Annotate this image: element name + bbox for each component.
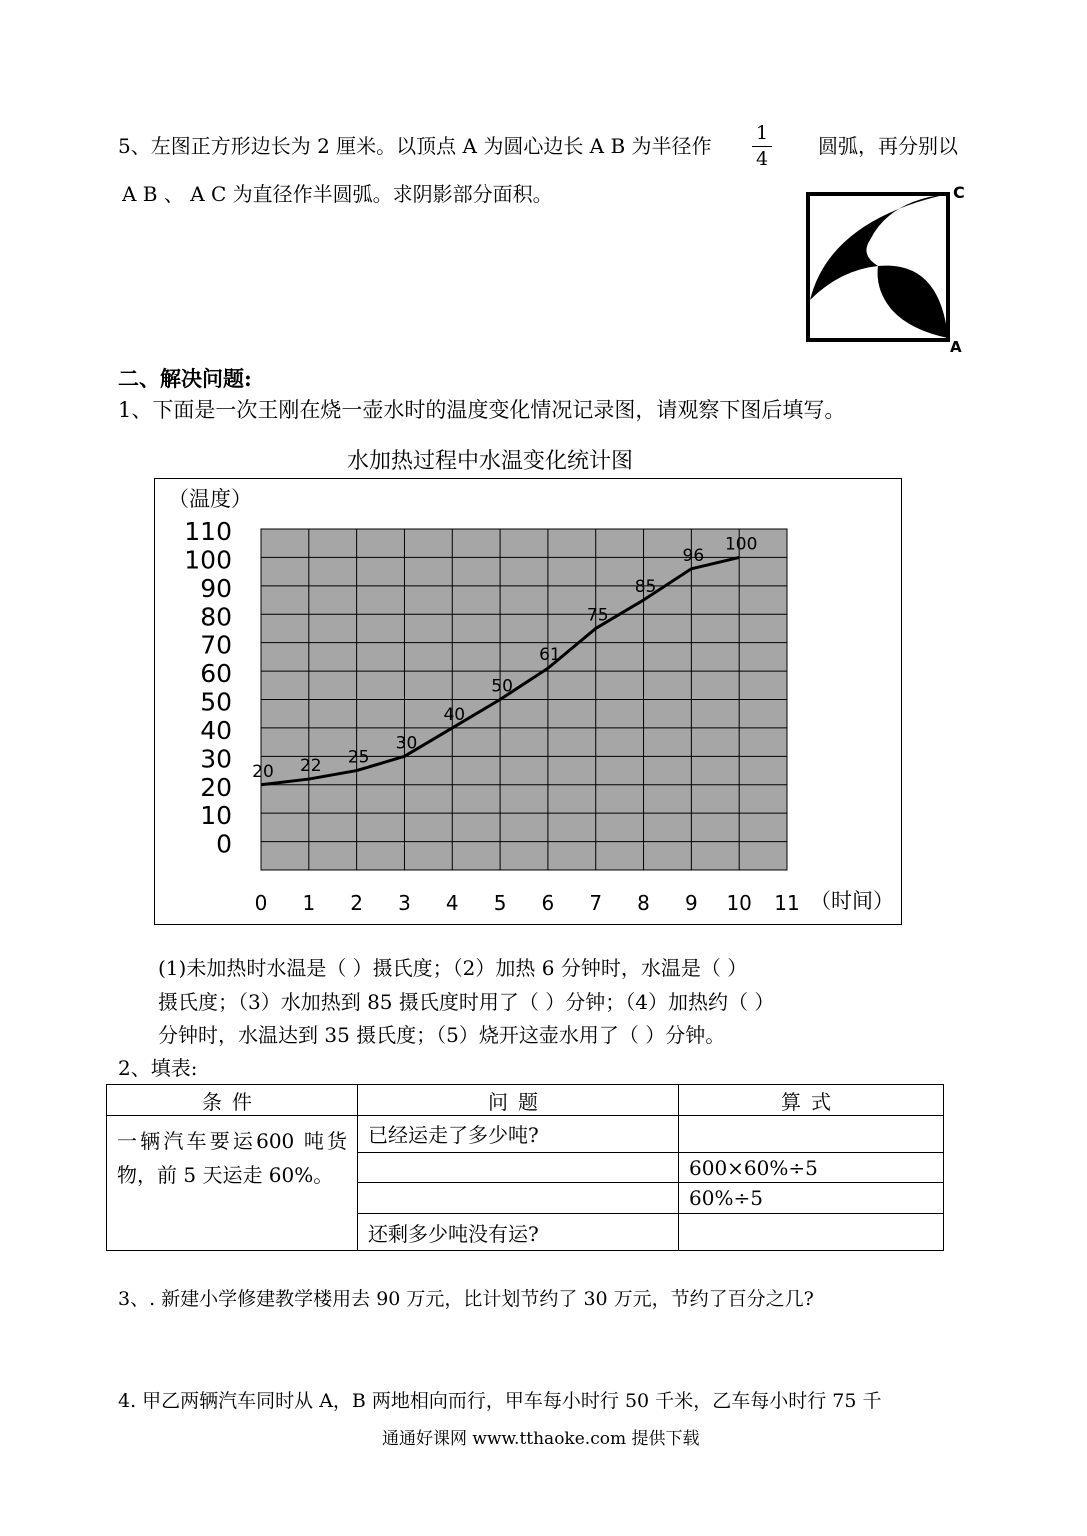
data-label: 30 xyxy=(395,733,418,754)
q5-line1-part1: 5、左图正方形边长为 2 厘米。以顶点 A 为圆心边长 A B 为半径作 xyxy=(118,134,712,158)
formula-cell: 600×60%÷5 xyxy=(679,1152,944,1183)
header-formula: 算式 xyxy=(679,1085,944,1116)
data-label: 96 xyxy=(682,545,705,566)
fraction-bar xyxy=(752,146,772,147)
data-label: 22 xyxy=(299,756,322,777)
x-tick-label: 6 xyxy=(541,891,555,915)
data-label: 100 xyxy=(724,534,758,555)
x-tick-label: 5 xyxy=(493,891,507,915)
footer-text: 通通好课网 www.tthaoke.com 提供下载 xyxy=(382,1429,700,1449)
q5-line2: A B 、 A C 为直径作半圆弧。求阴影部分面积。 xyxy=(122,182,553,206)
x-tick-label: 0 xyxy=(254,891,268,915)
data-label: 25 xyxy=(347,747,370,768)
question-cell xyxy=(358,1152,679,1183)
table-header-row xyxy=(107,1085,944,1116)
x-tick-label: 3 xyxy=(398,891,411,915)
fraction-numerator: 1 xyxy=(755,122,769,144)
q4-text: 4. 甲乙两辆汽车同时从 A，B 两地相向而行，甲车每小时行 50 千米，乙车每小时行 75 千 xyxy=(118,1390,882,1412)
data-label: 61 xyxy=(539,645,561,666)
fraction-one-quarter xyxy=(752,124,772,169)
data-label: 85 xyxy=(634,577,657,598)
condition-cell: 一辆汽车要运600 吨货物，前 5 天运走 60%。 xyxy=(107,1116,358,1251)
formula-cell xyxy=(679,1116,944,1153)
section-heading: 二、解决问题: xyxy=(118,366,252,391)
q2-label: 2、填表: xyxy=(118,1056,198,1080)
y-tick-label: 30 xyxy=(200,744,232,774)
q1-intro: 1、下面是一次王刚在烧一壶水时的温度变化情况记录图，请观察下图后填写。 xyxy=(118,398,846,422)
x-tick-label: 2 xyxy=(350,891,364,915)
y-tick-label: 0 xyxy=(216,829,232,859)
data-label: 50 xyxy=(491,676,513,697)
x-tick-label: 4 xyxy=(445,891,459,915)
y-tick-label: 10 xyxy=(200,801,232,831)
q3-text: 3、. 新建小学修建教学楼用去 90 万元，比计划节约了 30 万元，节约了百分之几? xyxy=(118,1288,814,1310)
x-tick-label: 11 xyxy=(774,891,800,915)
y-tick-label: 110 xyxy=(184,517,232,546)
question-cell: 还剩多少吨没有运? xyxy=(358,1214,679,1251)
label-a: A xyxy=(950,338,962,355)
table-row xyxy=(107,1116,944,1153)
x-tick-label: 8 xyxy=(637,891,650,915)
q1-question-line3: 分钟时，水温达到 35 摄氏度；（5）烧开这壶水用了（ ）分钟。 xyxy=(158,1023,726,1047)
x-tick-label: 10 xyxy=(726,891,752,915)
header-question: 问题 xyxy=(358,1085,679,1116)
y-tick-label: 80 xyxy=(200,602,232,632)
data-label: 75 xyxy=(586,605,609,626)
y-tick-label: 70 xyxy=(200,630,232,660)
question-cell: 已经运走了多少吨? xyxy=(358,1116,679,1153)
x-tick-label: 9 xyxy=(684,891,698,915)
formula-cell xyxy=(679,1214,944,1251)
shaded-arc-figure xyxy=(800,180,970,355)
label-c: C xyxy=(953,183,965,202)
x-tick-label: 7 xyxy=(589,891,603,915)
q5-line1-part2: 圆弧，再分别以 xyxy=(818,134,958,158)
fraction-denominator: 4 xyxy=(755,148,769,170)
y-tick-label: 100 xyxy=(184,545,232,575)
y-axis-label: （温度） xyxy=(168,487,252,511)
question-cell xyxy=(358,1183,679,1214)
y-tick-label: 60 xyxy=(200,659,232,689)
x-axis-label: （时间） xyxy=(810,889,894,913)
formula-cell: 60%÷5 xyxy=(679,1183,944,1214)
q1-question-line1: (1)未加热时水温是（ ）摄氏度；（2）加热 6 分钟时，水温是（ ） xyxy=(158,956,748,980)
fill-in-table xyxy=(106,1084,944,1251)
data-label: 20 xyxy=(252,761,274,782)
y-tick-label: 40 xyxy=(200,715,232,745)
y-tick-label: 90 xyxy=(200,573,232,603)
chart-title: 水加热过程中水温变化统计图 xyxy=(347,449,634,474)
data-label: 40 xyxy=(443,704,466,725)
q1-question-line2: 摄氏度；（3）水加热到 85 摄氏度时用了（ ）分钟；（4）加热约（ ） xyxy=(158,990,775,1014)
header-condition: 条件 xyxy=(107,1085,358,1116)
y-tick-label: 20 xyxy=(200,772,232,802)
y-tick-label: 50 xyxy=(200,687,232,717)
water-temperature-chart xyxy=(154,478,902,925)
x-tick-label: 1 xyxy=(302,891,316,915)
